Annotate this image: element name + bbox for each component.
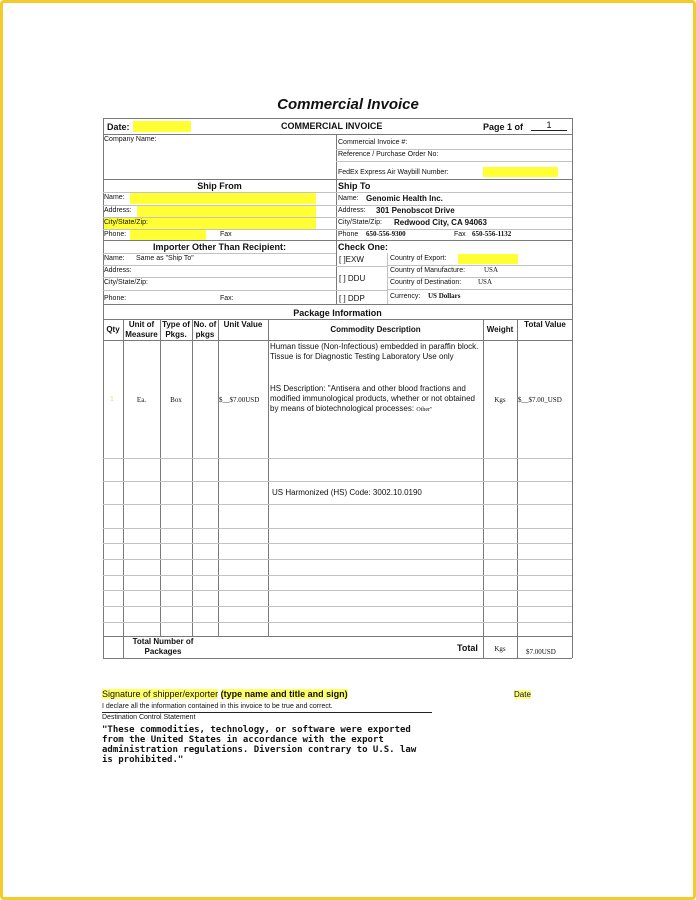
divider: [103, 265, 336, 266]
declaration-text: I declare all the information contained in this invoice to be true and correct.: [102, 703, 333, 710]
col-weight: Weight: [486, 325, 514, 334]
divider: [103, 458, 572, 459]
country-destination-value: USA: [478, 278, 493, 286]
page-label: Page 1 of: [483, 122, 524, 132]
page-total: 1: [531, 120, 567, 131]
divider: [103, 543, 572, 544]
signature-label-row: [102, 689, 348, 699]
divider: [103, 481, 572, 482]
ship-to-heading: Ship To: [338, 181, 371, 191]
divider: [192, 319, 193, 636]
divider: [336, 161, 572, 162]
ship-from-phone-field[interactable]: [130, 230, 206, 240]
ship-to-address-value: 301 Penobscot Drive: [376, 206, 455, 215]
option-ddp[interactable]: [ ] DDP: [339, 294, 365, 303]
ship-to-fax-label: Fax: [454, 231, 466, 238]
option-exw[interactable]: [ ]EXW: [339, 255, 364, 264]
ship-to-name-value: Genomic Health Inc.: [366, 194, 443, 203]
ship-from-city-label: City/State/Zip:: [104, 219, 148, 226]
divider: [103, 253, 336, 254]
col-total-value: Total Value: [524, 320, 566, 329]
signature-label: Signature of shipper/exporter: [102, 689, 219, 699]
ship-to-phone-value: 650-556-9300: [366, 230, 406, 238]
form-top-border: [103, 118, 572, 119]
importer-name-label: Name:: [104, 255, 125, 262]
ship-from-name-field[interactable]: [130, 193, 316, 204]
row-total: $__$7.00_USD: [518, 396, 562, 404]
ship-from-phone-label: Phone:: [104, 231, 127, 238]
row-unit-value: $__$7.00USD: [219, 396, 260, 404]
form-right-border: [572, 118, 573, 658]
importer-section-top: [103, 240, 572, 241]
currency-label: Currency:: [390, 293, 421, 300]
row-unit: Ea.: [136, 396, 147, 404]
destination-control-statement: "These commodities, technology, or software were exported from the United States in accordance with the export administration regulations. Diversion contrary to U.S. law is prohibited.": [102, 725, 417, 765]
ship-to-address-label: Address:: [338, 207, 366, 214]
option-ddu[interactable]: [ ] DDU: [339, 274, 366, 283]
importer-address-label: Address:: [104, 267, 132, 274]
ship-to-city-label: City/State/Zip:: [338, 219, 382, 226]
invoice-number-label: Commercial Invoice #:: [338, 139, 408, 146]
waybill-label: FedEx Express Air Waybill Number:: [338, 169, 449, 176]
divider: [103, 504, 572, 505]
col-qty: Qty: [106, 325, 120, 334]
reference-po-label: Reference / Purchase Order No:: [338, 151, 439, 158]
ship-from-heading: Ship From: [197, 181, 242, 191]
center-divider: [336, 134, 337, 304]
ship-section-top: [103, 179, 572, 180]
form-bottom-border: [103, 658, 572, 659]
col-commodity-description: Commodity Description: [330, 325, 421, 334]
divider: [103, 622, 572, 623]
divider: [103, 277, 336, 278]
divider: [103, 559, 572, 560]
total-label: Total: [457, 643, 478, 653]
ship-from-fax-label: Fax: [220, 231, 232, 238]
row-qty: 1: [110, 396, 114, 403]
ship-to-fax-value: 650-556-1132: [472, 230, 512, 238]
total-value: $7.00USD: [526, 648, 556, 656]
document-title: Commercial Invoice: [277, 96, 419, 113]
total-weight: Kgs: [494, 645, 506, 653]
ship-from-address-label: Address:: [104, 207, 132, 214]
destination-control-label: Destination Control Statement: [102, 714, 196, 721]
divider: [160, 319, 161, 636]
col-no-pkgs: No. of pkgs: [193, 320, 217, 339]
ship-to-city-value: Redwood City, CA 94063: [394, 218, 487, 227]
company-name-label: Company Name:: [104, 136, 157, 143]
date-label: Date:: [107, 122, 130, 132]
col-type-pkgs: Type of Pkgs.: [162, 320, 190, 339]
divider: [103, 290, 336, 291]
importer-fax-label: Fax:: [220, 295, 234, 302]
divider: [387, 253, 388, 304]
ship-to-name-label: Name:: [338, 195, 359, 202]
description-text: HS Description: "Antisera and other blood fractions and modified immunological products, whether or not obtained by means of biotechnological processes:: [270, 384, 476, 413]
signature-date-label: Date: [514, 690, 531, 699]
divider: [517, 319, 518, 658]
country-manufacture-value: USA: [484, 266, 499, 274]
currency-value: US Dollars: [428, 292, 461, 300]
country-manufacture-label: Country of Manufacture:: [390, 267, 466, 274]
importer-name-value: Same as "Ship To": [136, 255, 194, 262]
importer-phone-label: Phone:: [104, 295, 127, 302]
row-type: Box: [170, 396, 182, 404]
hs-code: US Harmonized (HS) Code: 3002.10.0190: [272, 488, 422, 497]
package-heading: Package Information: [293, 308, 382, 318]
header-divider: [103, 134, 572, 135]
check-one-heading: Check One:: [338, 242, 389, 252]
country-destination-label: Country of Destination:: [390, 279, 462, 286]
package-section-top: [103, 304, 572, 305]
divider: [123, 319, 124, 658]
divider: [336, 290, 388, 291]
divider: [103, 590, 572, 591]
country-export-label: Country of Export:: [390, 255, 447, 262]
ship-from-address-field[interactable]: [137, 206, 316, 217]
country-export-field[interactable]: [458, 254, 518, 264]
ship-from-name-label: Name:: [104, 194, 125, 201]
row-description-1: Human tissue (Non-Infectious) embedded in paraffin block. Tissue is for Diagnostic Testing Laboratory Use only: [270, 342, 479, 361]
divider: [218, 319, 219, 636]
signature-line[interactable]: [102, 712, 432, 713]
divider: [388, 289, 572, 290]
divider: [336, 149, 572, 150]
importer-city-label: City/State/Zip:: [104, 279, 148, 286]
divider: [268, 319, 269, 636]
total-packages-label: Total Number of Packages: [132, 637, 194, 656]
divider: [388, 265, 572, 266]
row-weight: Kgs: [494, 396, 506, 404]
col-unit-measure: Unit of Measure: [125, 320, 158, 339]
waybill-field[interactable]: [483, 167, 558, 177]
date-field[interactable]: [133, 121, 191, 132]
package-header-bottom: [103, 340, 572, 341]
divider: [336, 266, 388, 267]
importer-heading: Importer Other Than Recipient:: [152, 242, 286, 252]
row-description-2: [270, 384, 482, 415]
description-tail: Other": [416, 407, 433, 413]
divider: [103, 575, 572, 576]
divider: [103, 528, 572, 529]
col-unit-value: Unit Value: [223, 320, 263, 329]
divider: [103, 606, 572, 607]
signature-label-bold: (type name and title and sign): [220, 689, 348, 699]
divider: [483, 319, 484, 658]
ship-to-phone-label: Phone: [338, 231, 359, 238]
invoice-header: COMMERCIAL INVOICE: [281, 121, 383, 131]
